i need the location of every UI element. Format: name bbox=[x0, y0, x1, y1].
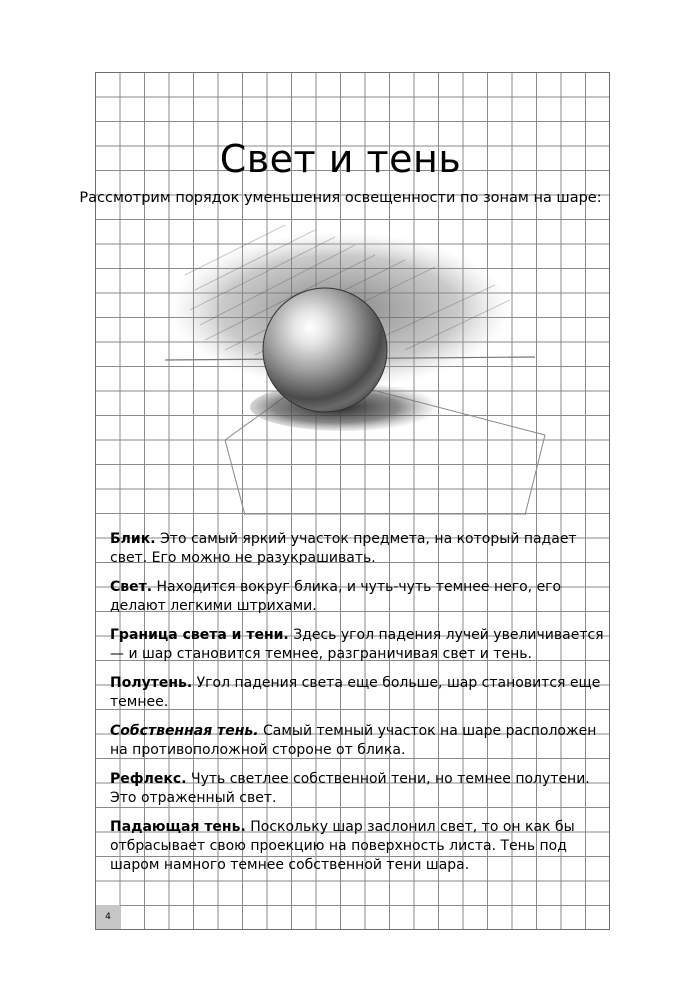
page-number: 4 bbox=[96, 905, 120, 929]
sphere bbox=[263, 288, 387, 412]
term-text: Находится вокруг блика, и чуть-чуть темнее него, его делают легкими штрихами. bbox=[110, 579, 562, 614]
term-label: Блик. bbox=[110, 531, 156, 547]
term-label: Полутень. bbox=[110, 675, 193, 691]
term-own-shadow bbox=[110, 722, 610, 760]
term-label: Собственная тень. bbox=[110, 723, 259, 739]
sphere-shading-illustration bbox=[165, 215, 585, 515]
page-title: Свет и тень bbox=[219, 137, 462, 182]
term-highlight bbox=[110, 530, 610, 568]
term-text: Здесь угол падения лучей увеличивается — и шар становится темнее, разграничивая свет и тень. bbox=[110, 627, 604, 662]
term-text: Угол падения света еще больше, шар становится еще темнее. bbox=[110, 675, 601, 710]
intro-text: Рассмотрим порядок уменьшения освещенности по зонам на шаре: bbox=[79, 190, 602, 206]
term-label: Падающая тень. bbox=[110, 819, 246, 835]
term-text: Это самый яркий участок предмета, на который падает свет. Его можно не разукрашивать. bbox=[110, 531, 577, 566]
term-label: Граница света и тени. bbox=[110, 627, 289, 643]
term-label: Рефлекс. bbox=[110, 771, 187, 787]
terms-list bbox=[110, 530, 610, 885]
term-halftone bbox=[110, 674, 610, 712]
term-cast-shadow bbox=[110, 818, 610, 875]
term-label: Свет. bbox=[110, 579, 153, 595]
term-text: Поскольку шар заслонил свет, то он как бы отбрасывает свою проекцию на поверхность листа. Тень под шаром намного темнее собственной тени шара. bbox=[110, 819, 575, 873]
term-light-shadow-border bbox=[110, 626, 610, 664]
term-text: Чуть светлее собственной тени, но темнее полутени. Это отраженный свет. bbox=[110, 771, 590, 806]
term-reflex bbox=[110, 770, 610, 808]
term-text: Самый темный участок на шаре расположен на противоположной стороне от блика. bbox=[110, 723, 597, 758]
term-light bbox=[110, 578, 610, 616]
